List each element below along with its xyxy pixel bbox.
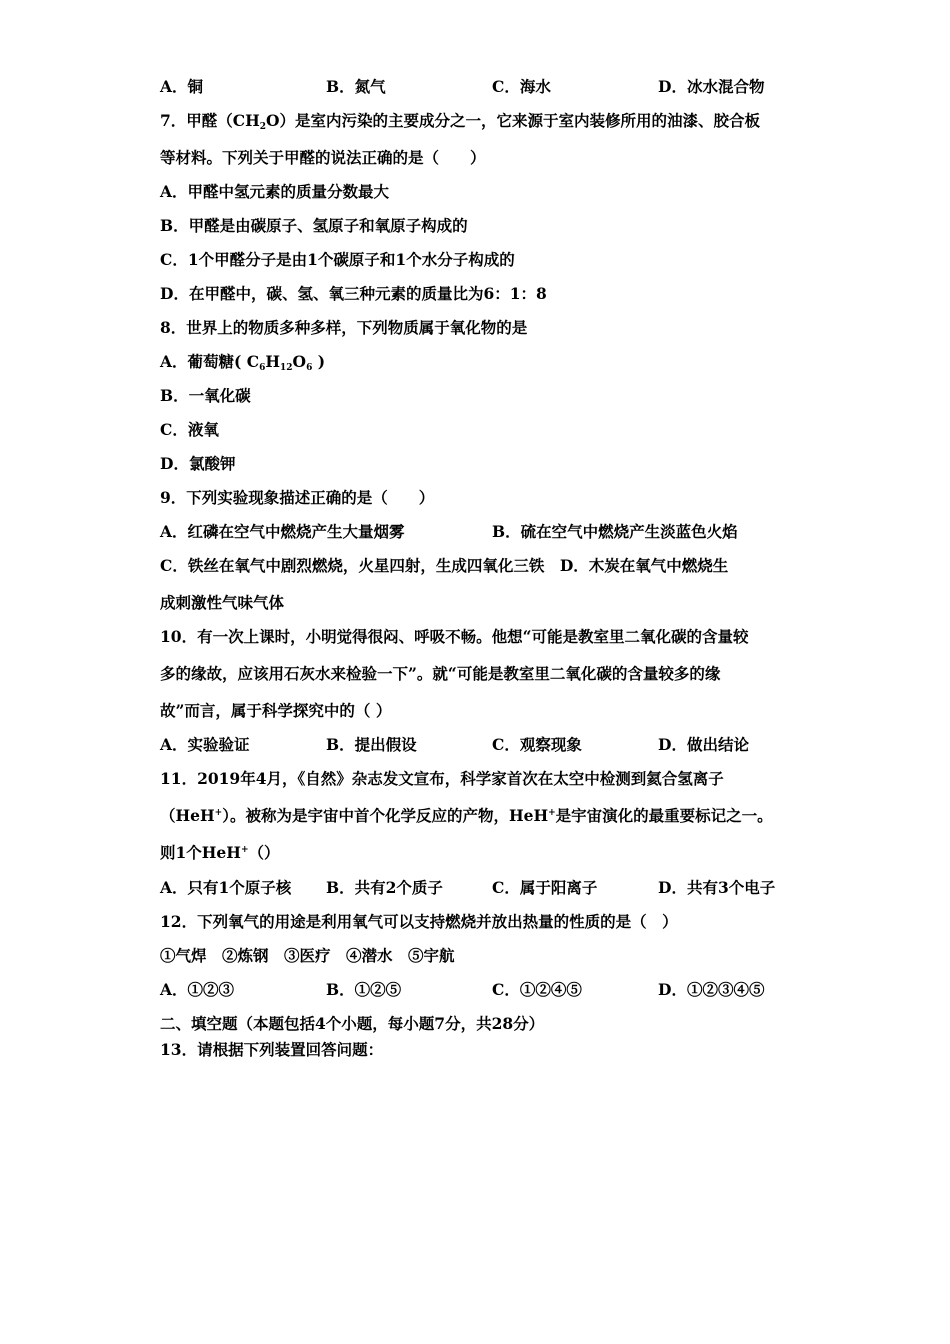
q9-option-d-cont: 成刺激性气味气体	[160, 593, 285, 612]
q11-option-c: C．属于阳离子	[492, 878, 598, 897]
q11-stem-line3	[160, 843, 280, 863]
q11-stem-line2	[160, 806, 773, 826]
q10-option-b: B．提出假设	[326, 735, 417, 754]
q9-option-a: A．红磷在空气中燃烧产生大量烟雾	[160, 522, 405, 541]
q8-option-c: C．液氧	[160, 420, 219, 439]
q7-subscript: 2	[259, 122, 267, 132]
q11-option-d: D．共有3个电子	[658, 878, 776, 897]
q8-a-sub3: 6	[306, 363, 313, 373]
section-2-heading: 二、填空题（本题包括4个小题，每小题7分，共28分）	[160, 1014, 545, 1033]
q11-l2-a: （HeH	[160, 806, 215, 825]
q9-option-b: B．硫在空气中燃烧产生淡蓝色火焰	[492, 522, 738, 541]
q10-option-c: C．观察现象	[492, 735, 582, 754]
q12-option-d: D．①②③④⑤	[658, 980, 765, 999]
q8-a-o: O	[292, 352, 307, 371]
q11-option-b: B．共有2个质子	[326, 878, 443, 897]
q8-a-sub2: 12	[280, 363, 293, 373]
q11-sup-2: +	[548, 808, 556, 818]
q9-option-cd: C．铁丝在氧气中剧烈燃烧，火星四射，生成四氧化三铁 D．木炭在氧气中燃烧生	[160, 556, 729, 575]
q8-option-d: D．氯酸钾	[160, 454, 236, 473]
q10-stem-line3: 故”而言，属于科学探究中的（ ）	[160, 701, 392, 720]
q10-stem-line1: 10．有一次上课时，小明觉得很闷、呼吸不畅。他想“可能是教室里二氧化碳的含量较	[160, 627, 749, 646]
q8-a-prefix: A．葡萄糖( C	[160, 352, 260, 371]
q12-items: ①气焊 ②炼钢 ③医疗 ④潜水 ⑤宇航	[160, 946, 455, 965]
q7-option-c: C．1个甲醛分子是由1个碳原子和1个水分子构成的	[160, 250, 515, 269]
q10-stem-line2: 多的缘故，应该用石灰水来检验一下”。就“可能是教室里二氧化碳的含量较多的缘	[160, 664, 721, 683]
q7-stem-text-b: O）是室内污染的主要成分之一，它来源于室内装修所用的油漆、胶合板	[266, 111, 761, 130]
q8-option-b: B．一氧化碳	[160, 386, 251, 405]
q6-option-d: D．冰水混合物	[658, 77, 765, 96]
q7-option-a: A．甲醛中氢元素的质量分数最大	[160, 182, 390, 201]
q7-option-d: D．在甲醛中，碳、氢、氧三种元素的质量比为6：1：8	[160, 284, 547, 303]
q12-option-a: A．①②③	[160, 980, 235, 999]
q11-sup-3: +	[240, 845, 249, 855]
q7-stem-line2: 等材料。下列关于甲醛的说法正确的是（ ）	[160, 148, 486, 167]
q8-option-a	[160, 352, 325, 372]
q12-option-b: B．①②⑤	[326, 980, 402, 999]
q7-stem-line1	[160, 111, 760, 131]
q9-stem: 9．下列实验现象描述正确的是（ ）	[160, 488, 435, 507]
q10-option-a: A．实验验证	[160, 735, 250, 754]
q8-stem: 8．世界上的物质多种多样，下列物质属于氧化物的是	[160, 318, 528, 337]
q11-l3-a: 则1个HeH	[160, 843, 241, 862]
q6-option-b: B．氮气	[326, 77, 386, 96]
q11-l3-b: （）	[248, 843, 280, 862]
q11-stem-line1: 11．2019年4月，《自然》杂志发文宣布，科学家首次在太空中检测到氦合氢离子	[160, 769, 724, 788]
q8-a-end: )	[312, 352, 326, 371]
q11-option-a: A．只有1个原子核	[160, 878, 292, 897]
q11-l2-c: 是宇宙演化的最重要标记之一。	[555, 806, 773, 825]
q6-option-c: C．海水	[492, 77, 551, 96]
q11-sup-1: +	[214, 808, 223, 818]
q11-l2-b: ）。被称为是宇宙中首个化学反应的产物，HeH	[222, 806, 549, 825]
q12-option-c: C．①②④⑤	[492, 980, 582, 999]
q7-option-b: B．甲醛是由碳原子、氢原子和氧原子构成的	[160, 216, 468, 235]
q12-stem: 12．下列氧气的用途是利用氧气可以支持燃烧并放出热量的性质的是（ ）	[160, 912, 678, 931]
q8-a-sub1: 6	[259, 363, 266, 373]
q13-stem: 13．请根据下列装置回答问题：	[160, 1040, 384, 1059]
q10-option-d: D．做出结论	[658, 735, 749, 754]
q6-option-a: A．铜	[160, 77, 204, 96]
q8-a-h: H	[265, 352, 281, 371]
q7-stem-text-a: 7．甲醛（CH	[160, 111, 260, 130]
